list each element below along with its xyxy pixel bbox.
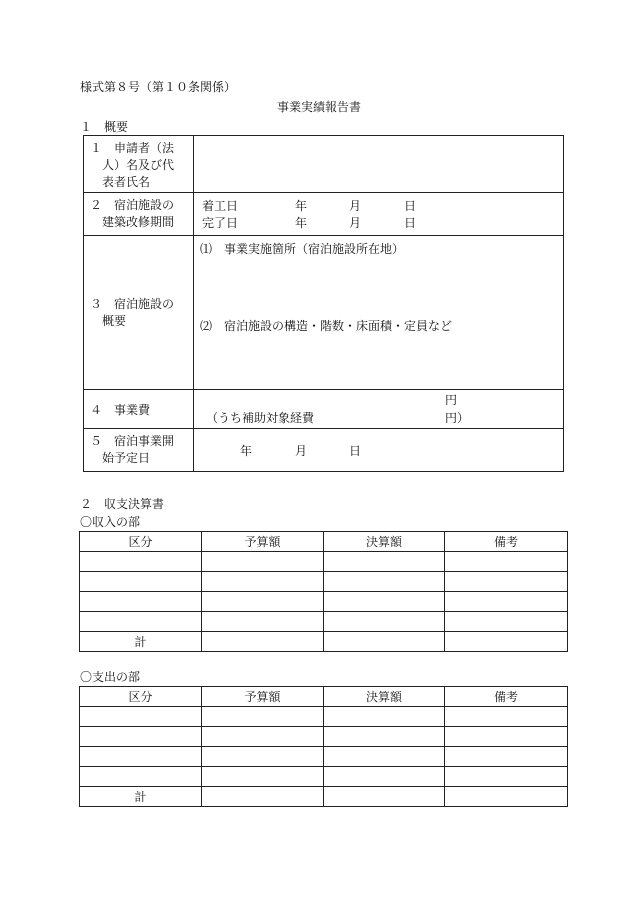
expense-total-label: 計 bbox=[80, 787, 202, 807]
table-cell[interactable] bbox=[80, 727, 202, 747]
expense-col-category: 区分 bbox=[80, 687, 202, 707]
subsidy-label: （うち補助対象経費 bbox=[206, 411, 315, 425]
expense-total-row bbox=[80, 787, 568, 807]
start-date-row-label: ５ 宿泊事業開 始予定日 bbox=[84, 429, 194, 472]
expense-col-budget: 予算額 bbox=[202, 687, 324, 707]
expense-title: 〇支出の部 bbox=[80, 670, 141, 684]
income-title: 〇収入の部 bbox=[80, 515, 141, 529]
table-cell[interactable] bbox=[324, 632, 445, 652]
table-cell[interactable] bbox=[324, 612, 445, 632]
construction-period-row bbox=[84, 193, 564, 236]
income-total-label: 計 bbox=[80, 632, 202, 652]
table-cell[interactable] bbox=[324, 747, 445, 767]
table-cell[interactable] bbox=[324, 552, 445, 572]
project-cost-label: ４ 事業費 bbox=[84, 390, 194, 429]
table-row bbox=[80, 747, 568, 767]
table-row bbox=[80, 727, 568, 747]
table-cell[interactable] bbox=[80, 572, 202, 592]
income-table bbox=[79, 531, 568, 652]
table-row bbox=[80, 572, 568, 592]
table-cell[interactable] bbox=[80, 707, 202, 727]
income-total-row bbox=[80, 632, 568, 652]
table-row bbox=[80, 707, 568, 727]
expense-table bbox=[79, 686, 568, 807]
table-cell[interactable] bbox=[80, 552, 202, 572]
table-cell[interactable] bbox=[202, 787, 324, 807]
income-header-row bbox=[80, 532, 568, 552]
table-cell[interactable] bbox=[445, 552, 568, 572]
construction-period-label: ２ 宿泊施設の 建築改修期間 bbox=[84, 193, 194, 236]
table-cell[interactable] bbox=[445, 787, 568, 807]
table-cell[interactable] bbox=[445, 707, 568, 727]
table-cell[interactable] bbox=[324, 707, 445, 727]
table-cell[interactable] bbox=[324, 767, 445, 787]
table-row bbox=[80, 552, 568, 572]
table-cell[interactable] bbox=[202, 632, 324, 652]
table-cell[interactable] bbox=[324, 572, 445, 592]
applicant-name-field[interactable] bbox=[194, 136, 564, 193]
structure-label: ⑵ 宿泊施設の構造・階数・床面積・定員など bbox=[200, 319, 453, 333]
table-cell[interactable] bbox=[202, 767, 324, 787]
start-date-row bbox=[84, 429, 564, 472]
table-cell[interactable] bbox=[80, 592, 202, 612]
table-cell[interactable] bbox=[445, 727, 568, 747]
section1-heading: １ 概要 bbox=[80, 120, 129, 134]
table-cell[interactable] bbox=[445, 632, 568, 652]
start-date-field[interactable]: 年 月 日 bbox=[194, 429, 564, 472]
income-col-remarks: 備考 bbox=[445, 532, 568, 552]
income-col-category: 区分 bbox=[80, 532, 202, 552]
income-col-settlement: 決算額 bbox=[324, 532, 445, 552]
income-col-budget: 予算額 bbox=[202, 532, 324, 552]
facility-overview-field[interactable] bbox=[194, 236, 564, 390]
table-row bbox=[80, 592, 568, 612]
table-cell[interactable] bbox=[80, 747, 202, 767]
applicant-label: １ 申請者（法 人）名及び代 表者氏名 bbox=[84, 136, 194, 193]
table-cell[interactable] bbox=[202, 612, 324, 632]
table-cell[interactable] bbox=[445, 592, 568, 612]
table-row bbox=[80, 612, 568, 632]
table-cell[interactable] bbox=[324, 592, 445, 612]
table-cell[interactable] bbox=[80, 612, 202, 632]
start-date-label: 着工日 bbox=[202, 199, 239, 213]
facility-overview-row bbox=[84, 236, 564, 390]
page-title: 事業実績報告書 bbox=[277, 100, 362, 114]
table-cell[interactable] bbox=[202, 747, 324, 767]
table-cell[interactable] bbox=[202, 572, 324, 592]
section2-heading: ２ 収支決算書 bbox=[80, 497, 165, 511]
location-label: ⑴ 事業実施箇所（宿泊施設所在地） bbox=[200, 242, 405, 256]
facility-overview-label: ３ 宿泊施設の 概要 bbox=[84, 236, 194, 390]
table-cell[interactable] bbox=[445, 747, 568, 767]
table-cell[interactable] bbox=[202, 707, 324, 727]
applicant-row bbox=[84, 136, 564, 193]
table-cell[interactable] bbox=[324, 727, 445, 747]
table-cell[interactable] bbox=[202, 552, 324, 572]
table-cell[interactable] bbox=[445, 767, 568, 787]
expense-col-settlement: 決算額 bbox=[324, 687, 445, 707]
construction-period-field[interactable]: 着工日 年 月 日 完了日 年 月 日 bbox=[194, 193, 564, 236]
table-cell[interactable] bbox=[445, 572, 568, 592]
overview-table bbox=[83, 135, 564, 472]
project-cost-field[interactable]: 円 （うち補助対象経費 円） bbox=[194, 390, 564, 429]
table-cell[interactable] bbox=[324, 787, 445, 807]
expense-header-row bbox=[80, 687, 568, 707]
table-row bbox=[80, 767, 568, 787]
expense-col-remarks: 備考 bbox=[445, 687, 568, 707]
table-cell[interactable] bbox=[202, 727, 324, 747]
table-cell[interactable] bbox=[445, 612, 568, 632]
end-date-label: 完了日 bbox=[202, 216, 239, 230]
table-cell[interactable] bbox=[80, 767, 202, 787]
form-number: 様式第８号（第１０条関係） bbox=[80, 80, 237, 94]
project-cost-row bbox=[84, 390, 564, 429]
table-cell[interactable] bbox=[202, 592, 324, 612]
